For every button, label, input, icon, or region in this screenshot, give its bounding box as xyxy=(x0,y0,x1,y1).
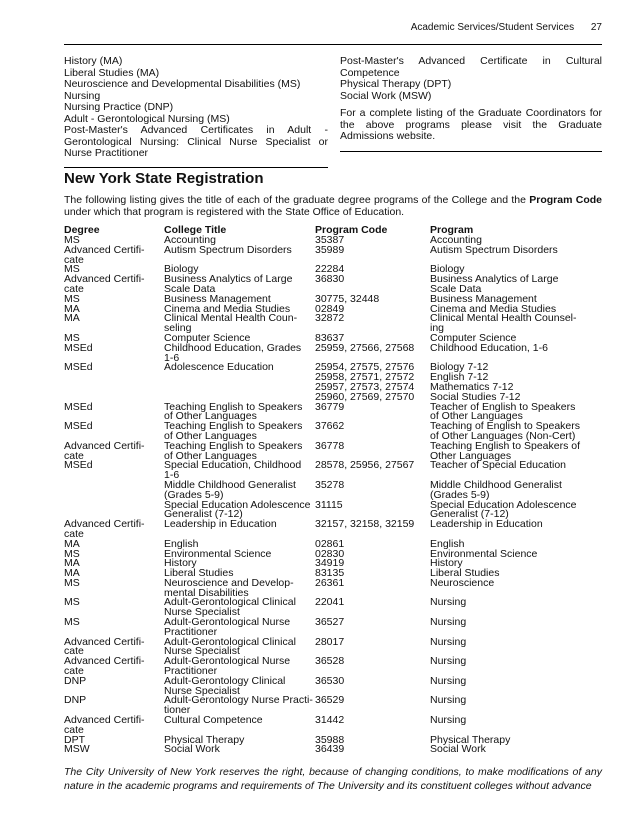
left-list-item: Nursing xyxy=(64,89,101,102)
cell-line: tioner xyxy=(164,704,191,717)
cell-line: Teaching English to Speakers of xyxy=(430,439,581,452)
cell-college-title xyxy=(164,363,315,402)
cell-program xyxy=(430,478,602,501)
cell-line: Special Education, Childhood xyxy=(164,459,302,472)
cell-program xyxy=(430,520,602,540)
left-list-item: Post-Master's Advanced Certificates in Adult - Gerontological Nursing: Clinical Nurse Specialist or Nurse Practitioner xyxy=(64,124,328,159)
cell-line: Neuroscience and Develop- xyxy=(164,576,294,589)
cell-line: Liberal Studies xyxy=(164,567,234,580)
cell-line: Accounting xyxy=(164,234,216,246)
cell-degree xyxy=(64,275,164,295)
cell-line: seling xyxy=(164,322,192,335)
cell-line: Adult-Gerontology Nurse Practi- xyxy=(164,694,313,707)
cell-line: Leadership in Education xyxy=(164,518,277,531)
cell-line: MS xyxy=(64,292,80,305)
cell-program xyxy=(430,461,602,481)
cell-line: Computer Science xyxy=(430,331,517,344)
right-column-rule xyxy=(340,151,602,152)
cell-line: MS xyxy=(64,576,80,589)
cell-line: Nurse Specialist xyxy=(164,606,240,619)
cell-line: 36779 xyxy=(315,400,345,413)
page-header xyxy=(64,22,602,38)
right-list-item: Post-Master's Advanced Certificate in Cultural Competence xyxy=(340,55,602,79)
cell-line: Liberal Studies xyxy=(430,567,500,580)
cell-line: Nursing xyxy=(430,694,467,707)
cell-line: History xyxy=(164,557,197,570)
cell-degree xyxy=(64,745,164,755)
header-degree: Degree xyxy=(64,224,100,236)
cell-line: Nurse Specialist xyxy=(164,684,240,697)
footer-disclaimer: The City University of New York reserves the right, because of changing conditions, to make modifications of any nature in the academic programs and requirements of The University and its constituent colleges without advance xyxy=(64,766,602,792)
cell-line: of Other Languages xyxy=(164,449,257,462)
cell-line: cate xyxy=(64,723,84,736)
header-college-title: College Title xyxy=(164,224,227,236)
cell-line: Adult-Gerontology Clinical xyxy=(164,674,286,687)
cell-line: Business Management xyxy=(164,292,271,305)
cell-line: Nursing xyxy=(430,596,467,609)
header-rule xyxy=(64,44,602,45)
cell-line: 25958, 27571, 27572 xyxy=(315,371,415,384)
right-list-item: Physical Therapy (DPT) xyxy=(340,78,452,90)
cell-line: MS xyxy=(64,547,80,560)
registration-table xyxy=(64,224,602,755)
cell-line: 36830 xyxy=(315,273,345,286)
cell-line: Biology 7-12 xyxy=(430,361,489,374)
cell-line: Advanced Certifi- xyxy=(64,439,145,452)
table-row xyxy=(64,745,602,755)
cell-degree xyxy=(64,618,164,638)
cell-line: 25954, 27575, 27576 xyxy=(315,361,415,374)
cell-line: Teaching English to Speakers xyxy=(164,420,303,433)
header-program: Program xyxy=(430,224,474,236)
cell-line: Social Work xyxy=(430,743,486,756)
cell-college-title xyxy=(164,478,315,501)
cell-line: MA xyxy=(64,312,80,325)
cell-line: Advanced Certifi- xyxy=(64,635,145,648)
cell-line: English xyxy=(164,537,199,550)
cell-line: English xyxy=(430,537,465,550)
cell-line: Nursing xyxy=(430,674,467,687)
cell-college-title xyxy=(164,520,315,540)
header-program-code: Program Code xyxy=(315,224,388,236)
cell-line: Social Studies 7-12 xyxy=(430,390,521,403)
cell-line: Accounting xyxy=(430,234,482,246)
table-row xyxy=(64,657,602,677)
cell-line: 02861 xyxy=(315,537,345,550)
cell-line: MSEd xyxy=(64,459,93,472)
cell-line: mental Disabilities xyxy=(164,586,249,599)
cell-program xyxy=(430,363,602,402)
cell-line: MSW xyxy=(64,743,90,756)
cell-program-code xyxy=(315,657,430,677)
cell-line: 35989 xyxy=(315,243,345,256)
cell-line: Special Education Adolescence xyxy=(164,498,311,511)
cell-program-code xyxy=(315,461,430,481)
cell-line: Cultural Competence xyxy=(164,714,263,727)
cell-line: 83135 xyxy=(315,567,345,580)
cell-line: Advanced Certifi- xyxy=(64,243,145,256)
cell-program xyxy=(430,716,602,736)
cell-line: Teacher of English to Speakers xyxy=(430,400,576,413)
cell-line: Middle Childhood Generalist xyxy=(164,478,296,491)
table-row xyxy=(64,716,602,736)
table-row xyxy=(64,363,602,402)
cell-line: 1-6 xyxy=(164,469,180,482)
cell-line: Leadership in Education xyxy=(430,518,543,531)
cell-line: 32872 xyxy=(315,312,345,325)
cell-line: 22284 xyxy=(315,263,345,276)
cell-line: Nursing xyxy=(430,655,467,668)
cell-line: Business Analytics of Large xyxy=(164,273,293,286)
cell-line: 35387 xyxy=(315,234,345,246)
cell-line: of Other Languages (Non-Cert) xyxy=(430,429,576,442)
cell-line: MA xyxy=(64,557,80,570)
cell-line: Neuroscience xyxy=(430,576,495,589)
cell-line: MA xyxy=(64,537,80,550)
cell-program-code xyxy=(315,363,430,402)
cell-line: 02849 xyxy=(315,302,345,315)
cell-line: Biology xyxy=(164,263,199,276)
cell-line: MA xyxy=(64,567,80,580)
cell-line: of Other Languages xyxy=(430,410,523,423)
cell-line: 1-6 xyxy=(164,351,180,364)
left-list-item: History (MA) xyxy=(64,55,123,67)
cell-program-code xyxy=(315,275,430,295)
cell-line: Environmental Science xyxy=(164,547,272,560)
cell-line: cate xyxy=(64,527,84,540)
header-section-title: Academic Services/Student Services xyxy=(410,22,575,33)
cell-line: MA xyxy=(64,302,80,315)
cell-line: Clinical Mental Health Counsel- xyxy=(430,312,577,325)
cell-line: Special Education Adolescence xyxy=(430,498,577,511)
cell-line: Adult-Gerontological Clinical xyxy=(164,635,296,648)
cell-line: Autism Spectrum Disorders xyxy=(164,243,292,256)
cell-line: cate xyxy=(64,282,84,295)
cell-degree xyxy=(64,657,164,677)
cell-line: Biology xyxy=(430,263,465,276)
cell-line: Nurse Specialist xyxy=(164,645,240,658)
left-list-item: Neuroscience and Developmental Disabilities (MS) xyxy=(64,78,301,90)
cell-line: Practitioner xyxy=(164,625,218,638)
cell-degree xyxy=(64,363,164,402)
cell-line: MS xyxy=(64,331,80,344)
cell-line: 32157, 32158, 32159 xyxy=(315,518,415,531)
cell-line: Social Work xyxy=(164,743,220,756)
cell-line: Adult-Gerontological Nurse xyxy=(164,616,291,629)
right-list-item: Social Work (MSW) xyxy=(340,89,432,102)
cell-line: Cinema and Media Studies xyxy=(430,302,557,315)
cell-college-title xyxy=(164,716,315,736)
cell-program xyxy=(430,657,602,677)
cell-line: 83637 xyxy=(315,331,345,344)
cell-degree xyxy=(64,716,164,736)
cell-program-code xyxy=(315,422,430,442)
cell-program-code xyxy=(315,618,430,638)
left-list-item: Adult - Gerontological Nursing (MS) xyxy=(64,112,230,125)
cell-program-code xyxy=(315,520,430,540)
cell-college-title xyxy=(164,618,315,638)
cell-line: 31442 xyxy=(315,714,345,727)
cell-college-title xyxy=(164,461,315,481)
cell-line: Practitioner xyxy=(164,665,218,678)
cell-line: 02830 xyxy=(315,547,345,560)
cell-degree xyxy=(64,481,164,501)
cell-line: Nursing xyxy=(430,616,467,629)
cell-line: 34919 xyxy=(315,557,345,570)
table-row xyxy=(64,618,602,638)
cell-line: (Grades 5-9) xyxy=(430,488,490,501)
cell-line: 31115 xyxy=(315,498,343,511)
cell-line: cate xyxy=(64,253,84,266)
cell-line: Generalist (7-12) xyxy=(164,508,243,521)
cell-line: Clinical Mental Health Coun- xyxy=(164,312,298,325)
cell-line: Generalist (7-12) xyxy=(430,508,509,521)
cell-line: 35278 xyxy=(315,478,345,491)
cell-line: Environmental Science xyxy=(430,547,538,560)
cell-line: MSEd xyxy=(64,400,93,413)
cell-degree xyxy=(64,520,164,540)
cell-line: Teacher of Special Education xyxy=(430,459,567,472)
page-number: 27 xyxy=(590,22,602,33)
cell-line: 36778 xyxy=(315,439,345,452)
cell-line: English 7-12 xyxy=(430,371,489,384)
cell-line: 36530 xyxy=(315,674,345,687)
cell-line: Other Languages xyxy=(430,449,512,462)
table-row xyxy=(64,461,602,481)
cell-line: MSEd xyxy=(64,420,93,433)
cell-line: 36527 xyxy=(315,616,345,629)
cell-line: cate xyxy=(64,645,84,658)
cell-line: History xyxy=(430,557,463,570)
cell-line: 25957, 27573, 27574 xyxy=(315,380,415,393)
cell-line: 37662 xyxy=(315,420,345,433)
cell-line: (Grades 5-9) xyxy=(164,488,224,501)
cell-line: 25960, 27569, 27570 xyxy=(315,390,415,403)
cell-line: 30775, 32448 xyxy=(315,292,380,305)
intro-bold-term: Program Code xyxy=(529,194,602,206)
cell-line: Nursing xyxy=(430,714,467,727)
cell-line: MS xyxy=(64,616,80,629)
cell-line: MS xyxy=(64,596,80,609)
table-body xyxy=(64,236,602,755)
cell-line: DNP xyxy=(64,674,87,687)
cell-line: DPT xyxy=(64,733,85,746)
cell-line: DNP xyxy=(64,694,87,707)
cell-line: of Other Languages xyxy=(164,429,257,442)
cell-program xyxy=(430,275,602,295)
cell-degree xyxy=(64,422,164,442)
cell-line: ing xyxy=(430,322,445,335)
cell-line: 25959, 27566, 27568 xyxy=(315,341,415,354)
cell-line: 36439 xyxy=(315,743,345,756)
cell-line: 28578, 25956, 27567 xyxy=(315,459,415,472)
cell-line: 26361 xyxy=(315,576,345,589)
cell-line: Nursing xyxy=(430,635,467,648)
cell-line: Physical Therapy xyxy=(430,733,511,746)
cell-line: Teaching English to Speakers xyxy=(164,439,303,452)
cell-program xyxy=(430,422,602,442)
cell-program-code xyxy=(315,745,430,755)
cell-college-title xyxy=(164,275,315,295)
cell-college-title xyxy=(164,657,315,677)
cell-line: Business Management xyxy=(430,292,537,305)
cell-line: Business Analytics of Large xyxy=(430,273,559,286)
cell-line: Scale Data xyxy=(164,282,216,295)
cell-line: Autism Spectrum Disorders xyxy=(430,243,558,256)
cell-line: 36528 xyxy=(315,655,345,668)
section-title: New York State Registration xyxy=(64,170,264,187)
cell-program-code xyxy=(315,716,430,736)
cell-line: Physical Therapy xyxy=(164,733,245,746)
cell-program xyxy=(430,745,602,755)
cell-line: MSEd xyxy=(64,361,93,374)
cell-line: Adolescence Education xyxy=(164,361,274,374)
table-row xyxy=(64,520,602,540)
table-row xyxy=(64,478,602,501)
cell-line: Mathematics 7-12 xyxy=(430,380,514,393)
cell-line: Scale Data xyxy=(430,282,482,295)
cell-line: cate xyxy=(64,665,84,678)
table-row xyxy=(64,422,602,442)
cell-line: Advanced Certifi- xyxy=(64,655,145,668)
cell-line: Adult-Gerontological Clinical xyxy=(164,596,296,609)
cell-line: Middle Childhood Generalist xyxy=(430,478,562,491)
cell-line: Advanced Certifi- xyxy=(64,518,145,531)
intro-text-end: under which that program is registered with the State Office of Education. xyxy=(64,205,405,218)
cell-degree xyxy=(64,461,164,481)
cell-line: Cinema and Media Studies xyxy=(164,302,291,315)
left-column-rule xyxy=(64,167,328,168)
cell-line: Advanced Certifi- xyxy=(64,273,145,286)
section-intro xyxy=(64,195,602,218)
cell-line: 35988 xyxy=(315,733,345,746)
cell-line: MS xyxy=(64,234,80,246)
graduate-coordinators-note: For a complete listing of the Graduate Coordinators for the above programs please visit the Graduate Admissions website. xyxy=(340,107,602,142)
cell-line: 36529 xyxy=(315,694,345,707)
cell-line: Childhood Education, 1-6 xyxy=(430,341,548,354)
left-list-item: Nursing Practice (DNP) xyxy=(64,101,174,113)
cell-college-title xyxy=(164,745,315,755)
right-program-list xyxy=(340,56,602,143)
left-program-list xyxy=(64,56,328,160)
intro-text: The following listing gives the title of each of the graduate degree programs of the College and the xyxy=(64,194,530,206)
cell-line: Teaching of English to Speakers xyxy=(430,420,581,433)
table-row xyxy=(64,275,602,295)
cell-line: MSEd xyxy=(64,341,93,354)
cell-program-code xyxy=(315,478,430,501)
cell-line: 28017 xyxy=(315,635,345,648)
cell-line: MS xyxy=(64,263,80,276)
cell-line: Teaching English to Speakers xyxy=(164,400,303,413)
cell-line: Advanced Certifi- xyxy=(64,714,145,727)
cell-line: of Other Languages xyxy=(164,410,257,423)
left-list-item: Liberal Studies (MA) xyxy=(64,66,160,79)
cell-college-title xyxy=(164,422,315,442)
cell-program xyxy=(430,618,602,638)
cell-line: 22041 xyxy=(315,596,345,609)
cell-line: Computer Science xyxy=(164,331,251,344)
cell-line: cate xyxy=(64,449,84,462)
cell-line: Adult-Gerontological Nurse xyxy=(164,655,291,668)
cell-line: Childhood Education, Grades xyxy=(164,341,302,354)
